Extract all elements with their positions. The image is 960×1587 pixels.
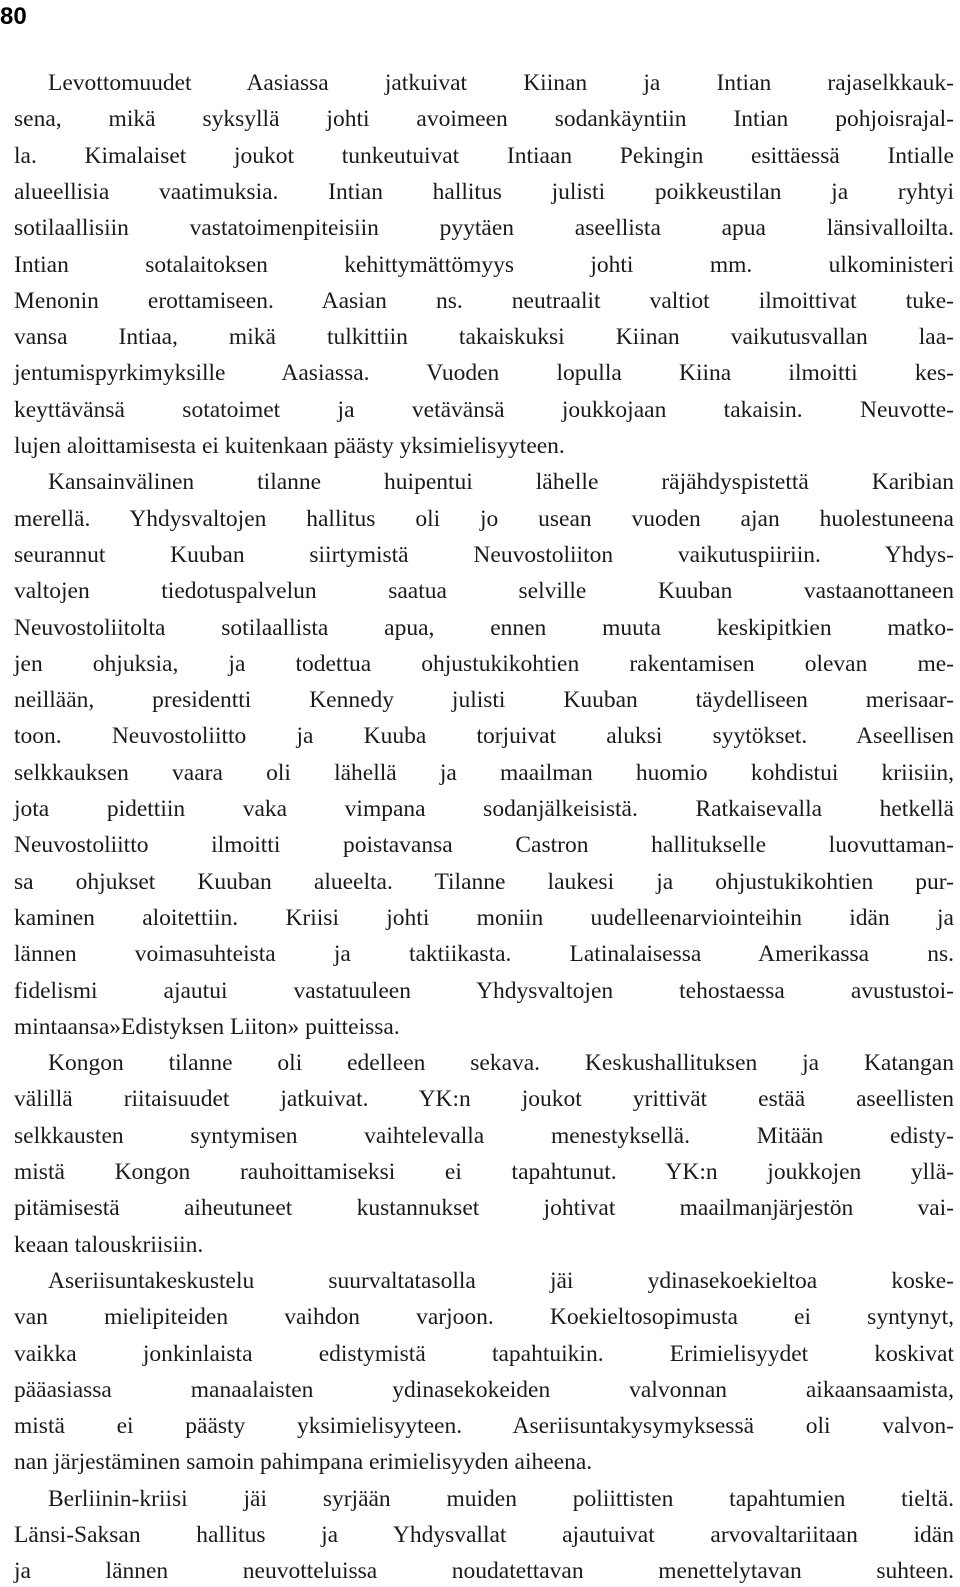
text-line: Neuvostoliitto ilmoitti poistavansa Castron hallitukselle luovuttaman- [14, 832, 954, 859]
text-line: jen ohjuksia, ja todettua ohjustukikohtien rakentamisen olevan me- [14, 650, 954, 677]
text-line: mintaansa»Edistyksen Liiton» puitteissa. [14, 1013, 400, 1040]
text-line: ja lännen neuvotteluissa noudatettavan menettelytavan suhteen. [14, 1558, 954, 1585]
text-line: Kansainvälinen tilanne huipentui lähelle räjähdyspistettä Karibian [48, 469, 954, 496]
text-line: mistä Kongon rauhoittamiseksi ei tapahtunut. YK:n joukkojen yllä- [14, 1159, 954, 1185]
text-line: seurannut Kuuban siirtymistä Neuvostoliiton vaikutuspiiriin. Yhdys- [14, 541, 954, 568]
text-line: fidelismi ajautui vastatuuleen Yhdysvaltojen tehostaessa avustustoi- [14, 977, 954, 1004]
text-line: Berliinin-kriisi jäi syrjään muiden poliittisten tapahtumien tieltä. [48, 1485, 954, 1512]
text-line: sena, mikä syksyllä johti avoimeen sodankäyntiin Intian pohjoisrajal- [14, 106, 954, 133]
text-line: pääasiassa manaalaisten ydinasekokeiden valvonnan aikaansaamista, [14, 1376, 954, 1403]
text-line: selkkauksen vaara oli lähellä ja maailman huomio kohdistui kriisiin, [14, 759, 954, 786]
text-line: alueellisia vaatimuksia. Intian hallitus julisti poikkeustilan ja ryhtyi [14, 178, 954, 205]
text-line: Aseriisuntakeskustelu suurvaltatasolla jäi ydinasekoekieltoa koske- [48, 1267, 954, 1294]
text-line: keyttävänsä sotatoimet ja vetävänsä joukkojaan takaisin. Neuvotte- [14, 396, 954, 423]
text-line: valtojen tiedotuspalvelun saatua selville Kuuban vastaanottaneen [14, 578, 954, 605]
text-line: Intian sotalaitoksen kehittymättömyys johti mm. ulkoministeri [14, 251, 954, 278]
text-line: Länsi-Saksan hallitus ja Yhdysvallat ajautuivat arvovaltariitaan idän [14, 1522, 954, 1548]
text-line: sotilaallisiin vastatoimenpiteisiin pyytäen aseellista apua länsivalloilta. [14, 215, 954, 242]
page-number: 80 [0, 3, 27, 30]
text-line: Levottomuudet Aasiassa jatkuivat Kiinan ja Intian rajaselkkauk- [48, 70, 954, 96]
text-line: kaminen aloitettiin. Kriisi johti moniin uudelleenarviointeihin idän ja [14, 904, 954, 931]
text-line: selkkausten syntymisen vaihtelevalla menestyksellä. Mitään edisty- [14, 1122, 954, 1149]
text-line: vaikka jonkinlaista edistymistä tapahtuikin. Erimielisyydet koskivat [14, 1340, 954, 1367]
text-line: lännen voimasuhteista ja taktiikasta. Latinalaisessa Amerikassa ns. [14, 941, 954, 968]
text-line: Menonin erottamiseen. Aasian ns. neutraalit valtiot ilmoittivat tuke- [14, 287, 954, 314]
text-line: merellä. Yhdysvaltojen hallitus oli jo usean vuoden ajan huolestuneena [14, 505, 954, 532]
text-line: la. Kimalaiset joukot tunkeutuivat Intiaan Pekingin esittäessä Intialle [14, 142, 954, 169]
text-line: jentumispyrkimyksille Aasiassa. Vuoden lopulla Kiina ilmoitti kes- [14, 360, 954, 387]
text-line: jota pidettiin vaka vimpana sodanjälkeisistä. Ratkaisevalla hetkellä [14, 796, 954, 822]
text-line: vansa Intiaa, mikä tulkittiin takaiskuksi Kiinan vaikutusvallan laa- [14, 324, 954, 351]
text-line: Kongon tilanne oli edelleen sekava. Keskushallituksen ja Katangan [48, 1050, 954, 1077]
text-line: mistä ei päästy yksimielisyyteen. Aseriisuntakysymyksessä oli valvon- [14, 1413, 954, 1440]
text-line: keaan talouskriisiin. [14, 1231, 204, 1258]
text-line: Neuvostoliitolta sotilaallista apua, ennen muuta keskipitkien matko- [14, 614, 954, 641]
text-line: nan järjestäminen samoin pahimpana erimielisyyden aiheena. [14, 1449, 593, 1476]
text-line: van mielipiteiden vaihdon varjoon. Koekieltosopimusta ei syntynyt, [14, 1304, 954, 1331]
text-line: välillä riitaisuudet jatkuivat. YK:n joukot yrittivät estää aseellisten [14, 1086, 954, 1113]
text-line: lujen aloittamisesta ei kuitenkaan päästy yksimielisyyteen. [14, 433, 565, 459]
text-line: neillään, presidentti Kennedy julisti Kuuban täydelliseen merisaar- [14, 687, 954, 714]
text-line: toon. Neuvostoliitto ja Kuuba torjuivat aluksi syytökset. Aseellisen [14, 723, 954, 750]
text-line: sa ohjukset Kuuban alueelta. Tilanne laukesi ja ohjustukikohtien pur- [14, 868, 954, 895]
text-line: pitämisestä aiheutuneet kustannukset johtivat maailmanjärjestön vai- [14, 1195, 954, 1222]
